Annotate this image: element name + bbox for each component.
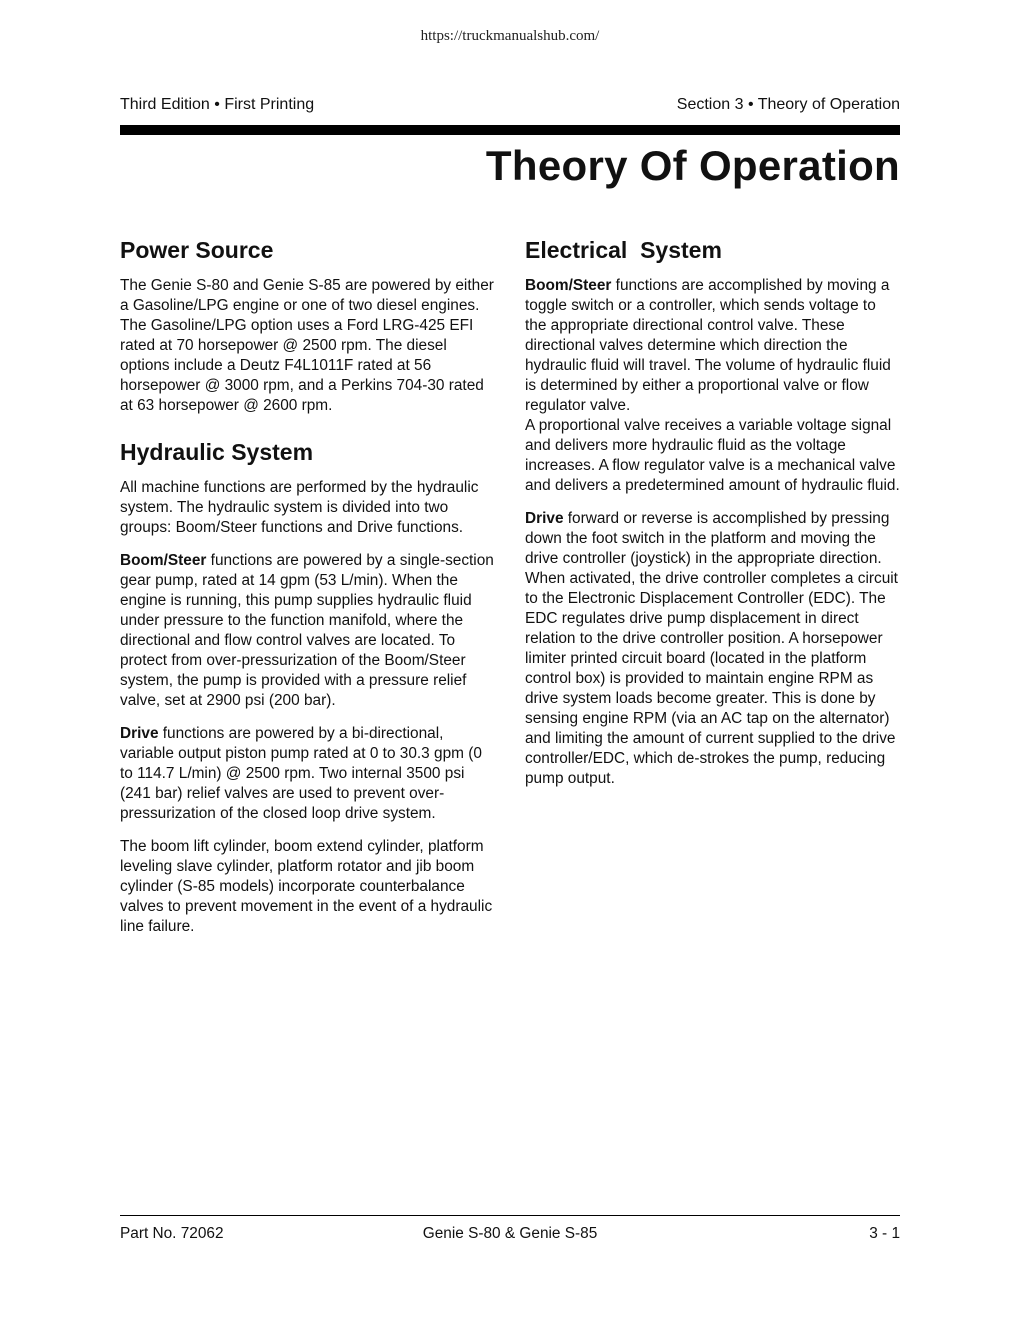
watermark-url: https://truckmanualshub.com/ <box>420 28 600 44</box>
hydraulic-cylinders-text: The boom lift cylinder, boom extend cylinder, platform leveling slave cylinder, platform rotator and jib boom cylinder (S-85 models) incorporate counterbalance valves to prevent movement in the event of a hydraulic line failure. <box>120 838 493 935</box>
electrical-boom-steer-text-2: A proportional valve receives a variable voltage signal and delivers more hydraulic fluid as the voltage increases. A flow regulator valve is a mechanical valve and delivers a predetermined amount of hydraulic fluid. <box>525 417 900 494</box>
electrical-boom-steer-lead: Boom/Steer <box>525 277 612 294</box>
electrical-drive-lead: Drive <box>525 510 564 527</box>
hydraulic-system-section <box>120 438 496 937</box>
footer-model: Genie S-80 & Genie S-85 <box>422 1225 598 1242</box>
hydraulic-boom-steer-text: functions are powered by a single-section gear pump, rated at 14 gpm (53 L/min). When the engine is running, this pump supplies hydraulic fluid under pressure to the function manifold, where the directional and flow control valves are located. To protect from over-pressurization of the Boom/Steer system, the pump is provided with a pressure relief valve, set at 2900 psi (200 bar). <box>120 552 494 709</box>
electrical-system-heading: Electrical System <box>525 237 722 263</box>
electrical-drive-text: forward or reverse is accomplished by pressing down the foot switch in the platform and moving the drive controller (joystick) in the appropriate direction. When activated, the drive controller completes a circuit to the Electronic Displacement Controller (EDC). The EDC regulates drive pump displacement in direct relation to the drive controller position. A horsepower limiter printed circuit board (located in the platform control box) is provided to maintain engine RPM as drive system loads become greater. This is done by sensing engine RPM (via an AC tap on the alternator) and limiting the amount of current supplied to the drive controller/EDC, which de-strokes the pump, reducing pump output. <box>525 510 898 787</box>
hydraulic-intro-text: All machine functions are performed by the hydraulic system. The hydraulic system is divided into two groups: Boom/Steer functions and Drive functions. <box>120 479 479 536</box>
electrical-boom-steer-paragraph <box>525 276 901 416</box>
power-source-section <box>120 236 496 416</box>
header-rule <box>120 125 900 135</box>
power-source-text: The Genie S-80 and Genie S-85 are powered by either a Gasoline/LPG engine or one of two diesel engines. The Gasoline/LPG option uses a Ford LRG-425 EFI rated at 70 horsepower @ 2500 rpm. The diesel options include a Deutz F4L1011F rated at 56 horsepower @ 3000 rpm, and a Perkins 704-30 rated at 63 horsepower @ 2600 rpm. <box>120 277 494 414</box>
footer-page-number: 3 - 1 <box>869 1225 900 1242</box>
hydraulic-boom-steer-paragraph <box>120 551 496 711</box>
page-title: Theory Of Operation <box>485 142 900 189</box>
hydraulic-system-heading: Hydraulic System <box>120 439 314 465</box>
hydraulic-drive-lead: Drive <box>120 725 159 742</box>
electrical-drive-paragraph <box>525 509 901 789</box>
left-column <box>120 236 496 959</box>
footer-rule <box>120 1215 900 1216</box>
header-edition: Third Edition • First Printing <box>120 96 315 113</box>
hydraulic-drive-text: functions are powered by a bi-directional, variable output piston pump rated at 0 to 30.3 gpm (0 to 114.7 L/min) @ 2500 rpm. Two internal 3500 psi (241 bar) relief valves are used to prevent over-pressurization of the closed loop drive system. <box>120 725 482 822</box>
right-column <box>525 236 901 802</box>
hydraulic-boom-steer-lead: Boom/Steer <box>120 552 207 569</box>
power-source-heading: Power Source <box>120 237 274 263</box>
hydraulic-drive-paragraph <box>120 724 496 824</box>
footer-part-number: Part No. 72062 <box>120 1225 224 1242</box>
header-section: Section 3 • Theory of Operation <box>676 96 900 113</box>
electrical-boom-steer-text: functions are accomplished by moving a toggle switch or a controller, which sends voltage to the appropriate directional control valve. These directional valves determine which direction the hydraulic fluid will travel. The volume of hydraulic fluid is determined by either a proportional valve or flow regulator valve. <box>525 277 891 414</box>
